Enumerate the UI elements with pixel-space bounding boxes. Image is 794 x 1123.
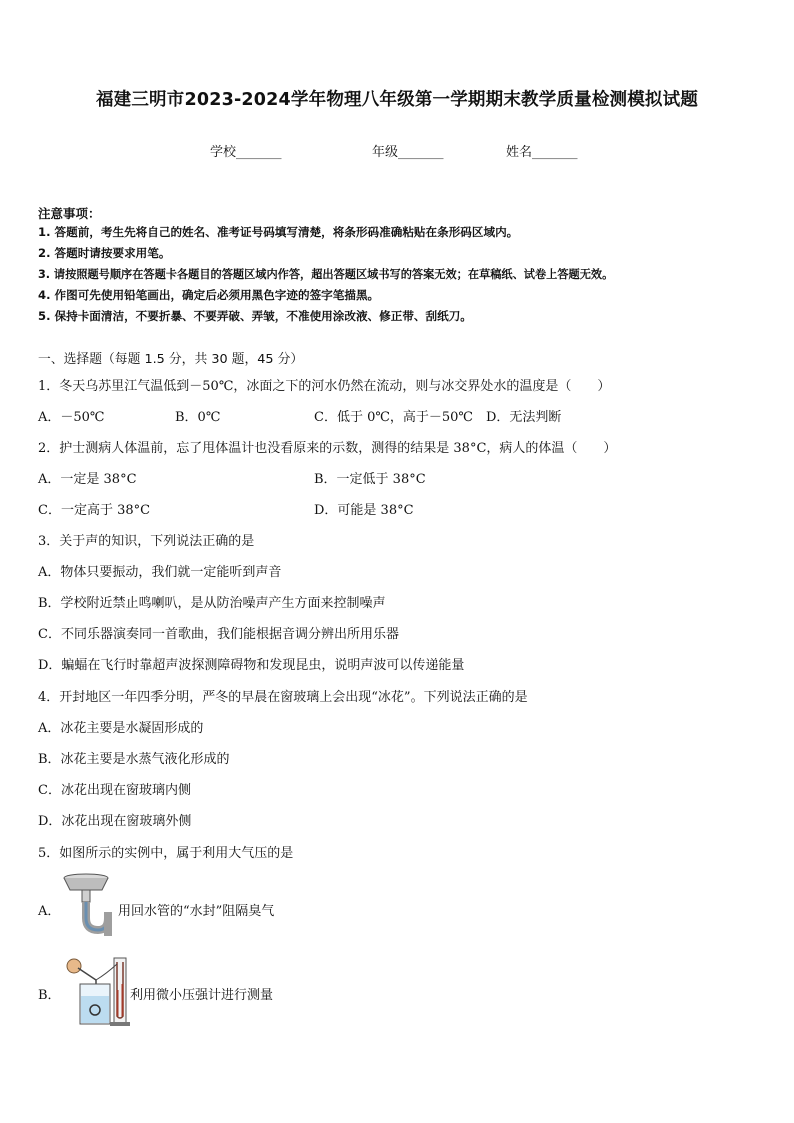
option-c: C．不同乐器演奏同一首歌曲，我们能根据音调分辨出所用乐器 <box>38 627 399 642</box>
option-b: B．冰花主要是水蒸气液化形成的 <box>38 752 230 767</box>
sink-trap-icon <box>60 872 118 938</box>
school-field: 学校_______ <box>210 145 282 160</box>
option-d: D．冰花出现在窗玻璃外侧 <box>38 814 192 829</box>
question-stem: 4．开封地区一年四季分明，严冬的早晨在窗玻璃上会出现“冰花”。下列说法正确的是 <box>38 690 528 705</box>
name-field: 姓名_______ <box>506 145 578 160</box>
notice-item: 1. 答题前，考生先将自己的姓名、准考证号码填写清楚，将条形码准确粘贴在条形码区域内。 <box>38 225 519 239</box>
option-b: B．0℃ <box>175 410 221 425</box>
question-stem: 5．如图所示的实例中，属于利用大气压的是 <box>38 846 294 861</box>
option-c: C．低于 0℃，高于－50℃ <box>314 410 473 425</box>
manometer-icon <box>62 954 134 1028</box>
option-a: A．一定是 38°C <box>38 472 137 487</box>
grade-field: 年级_______ <box>372 145 444 160</box>
notice-item: 2. 答题时请按要求用笔。 <box>38 246 171 260</box>
option-d: D．可能是 38°C <box>314 503 414 518</box>
option-a-letter: A． <box>38 904 61 919</box>
page-title: 福建三明市2023-2024学年物理八年级第一学期期末教学质量检测模拟试题 <box>95 90 699 110</box>
option-a: A．物体只要振动，我们就一定能听到声音 <box>38 565 282 580</box>
option-a: A．冰花主要是水凝固形成的 <box>38 721 204 736</box>
notice-item: 3. 请按照题号顺序在答题卡各题目的答题区域内作答，超出答题区域书写的答案无效；在草稿纸、试卷上答题无效。 <box>38 268 614 281</box>
option-b-caption: 利用微小压强计进行测量 <box>130 988 274 1003</box>
notice-item: 5. 保持卡面清洁，不要折暴、不要弄破、弄皱，不准使用涂改液、修正带、刮纸刀。 <box>38 309 472 323</box>
option-c: C．冰花出现在窗玻璃内侧 <box>38 783 191 798</box>
option-c: C．一定高于 38°C <box>38 503 151 518</box>
section-heading: 一、选择题（每题 1.5 分，共 30 题，45 分） <box>38 352 304 367</box>
option-a-caption: 用回水管的“水封”阻隔臭气 <box>118 904 275 919</box>
option-b: B．一定低于 38°C <box>314 472 426 487</box>
question-stem: 3．关于声的知识，下列说法正确的是 <box>38 534 255 549</box>
question-stem: 1．冬天乌苏里江气温低到－50℃，冰面之下的河水仍然在流动，则与冰交界处水的温度是（ ） <box>38 379 611 394</box>
option-d: D．蝙蝠在飞行时靠超声波探测障碍物和发现昆虫，说明声波可以传递能量 <box>38 658 465 673</box>
option-b: B．学校附近禁止鸣喇叭，是从防治噪声产生方面来控制噪声 <box>38 596 386 611</box>
option-a: A．－50℃ <box>38 410 105 425</box>
notice-heading: 注意事项： <box>38 206 101 221</box>
question-stem: 2．护士测病人体温前，忘了甩体温计也没看原来的示数，测得的结果是 38°C，病人的体温（ ） <box>38 441 617 456</box>
option-b-letter: B． <box>38 988 61 1003</box>
option-d: D．无法判断 <box>486 410 562 425</box>
notice-item: 4. 作图可先使用铅笔画出，确定后必须用黑色字迹的签字笔描黑。 <box>38 288 380 302</box>
